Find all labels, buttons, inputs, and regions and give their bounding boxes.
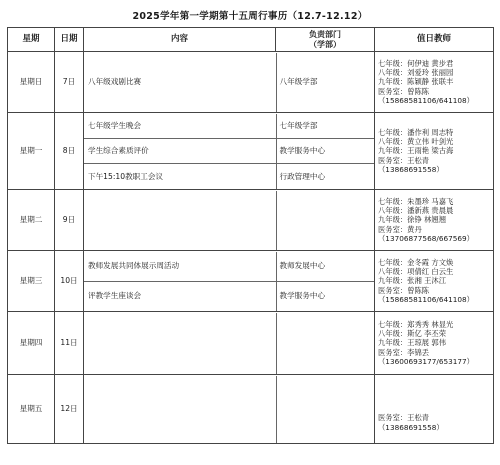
activity-row xyxy=(84,376,375,443)
activities-list xyxy=(84,191,375,250)
header-row xyxy=(8,28,494,52)
activity-row xyxy=(84,252,375,282)
duty-teacher-line xyxy=(378,395,491,404)
duty-teacher-cell xyxy=(375,251,494,312)
activities-cell xyxy=(84,251,375,312)
date-cell: 8日 xyxy=(55,113,84,190)
duty-teacher-line: 医务室：李锦丢 xyxy=(378,347,430,357)
day-cell: 星期五 xyxy=(8,375,55,444)
duty-teacher-line: 医务室：王松青 xyxy=(378,413,430,423)
page-title: 2025学年第一学期第十五周行事历（12.7-12.12） xyxy=(132,11,368,22)
duty-teacher-line: 八年级：斯亿 李丕荣 xyxy=(378,329,446,339)
schedule-row xyxy=(8,375,494,444)
activities-cell xyxy=(84,52,375,113)
activity-dept: 教师发展中心 xyxy=(276,252,375,282)
duty-teacher-line: 七年级：郑秀秀 林显光 xyxy=(378,320,454,330)
schedule-row xyxy=(8,312,494,375)
header-dept xyxy=(276,28,375,52)
activity-dept xyxy=(276,191,375,250)
day-cell: 星期四 xyxy=(8,312,55,375)
activities-cell xyxy=(84,312,375,375)
duty-teacher-cell xyxy=(375,190,494,251)
duty-teacher-cell xyxy=(375,312,494,375)
schedule-row xyxy=(8,52,494,113)
activity-content: 学生综合素质评价 xyxy=(84,138,276,164)
schedule-row xyxy=(8,190,494,251)
duty-teacher-line: 八年级：潘新燕 贵晨晨 xyxy=(378,206,454,216)
schedule-table xyxy=(7,27,494,444)
activity-dept: 行政管理中心 xyxy=(276,164,375,189)
activity-row xyxy=(84,114,375,139)
activity-dept: 教学服务中心 xyxy=(276,281,375,311)
duty-teacher-line: 九年级：徐铮 林翘翘 xyxy=(378,215,446,225)
duty-teacher-line: （13868691558） xyxy=(378,422,444,432)
activity-content: 七年级学生晚会 xyxy=(84,114,276,139)
activity-content: 教师发展共同体展示周活动 xyxy=(84,252,276,282)
activity-row xyxy=(84,313,375,374)
duty-teacher-line: 七年级：金冬霞 方文焕 xyxy=(378,258,454,268)
duty-teacher-line: （13706877568/667569） xyxy=(378,233,474,243)
date-cell: 11日 xyxy=(55,312,84,375)
duty-teacher-line: 七年级：潘作利 周志特 xyxy=(378,128,454,138)
date-cell: 7日 xyxy=(55,52,84,113)
duty-teacher-cell xyxy=(375,113,494,190)
duty-teacher-line: 医务室：王松青 xyxy=(378,155,430,165)
duty-teacher-cell xyxy=(375,375,494,444)
activities-list xyxy=(84,114,375,189)
activity-row xyxy=(84,281,375,311)
activity-content: 八年级戏剧比赛 xyxy=(88,77,142,87)
day-cell: 星期三 xyxy=(8,251,55,312)
schedule-row xyxy=(8,113,494,190)
activities-cell xyxy=(84,375,375,444)
duty-teacher-line: （13868691558） xyxy=(378,164,444,174)
duty-teacher-line: 医务室：黄丹 xyxy=(378,224,422,234)
duty-teacher-line: 医务室：曾陈陈 xyxy=(378,86,430,96)
activities-cell xyxy=(84,190,375,251)
duty-teacher-line: 八年级：项倩红 白云生 xyxy=(378,267,454,277)
header-content: 内容 xyxy=(84,28,276,52)
activity-dept xyxy=(276,313,375,374)
date-cell: 10日 xyxy=(55,251,84,312)
header-day: 星期 xyxy=(8,28,55,52)
activity-row xyxy=(84,138,375,164)
activity-content xyxy=(84,313,276,374)
duty-teacher-line: （13600693177/653177） xyxy=(378,356,474,366)
duty-teacher-line: 八年级：黄立伟 叶剑光 xyxy=(378,137,454,147)
duty-teacher-line: 七年级：何伊迪 黄步君 xyxy=(378,59,454,69)
schedule-body xyxy=(8,52,494,444)
duty-teacher-line: （15868581106/641108） xyxy=(378,95,474,105)
duty-teacher-line xyxy=(378,386,491,395)
duty-teacher-line: 七年级：朱墨珍 马嘉飞 xyxy=(378,197,454,207)
day-cell: 星期日 xyxy=(8,52,55,113)
date-cell: 12日 xyxy=(55,375,84,444)
date-cell: 9日 xyxy=(55,190,84,251)
activities-list xyxy=(84,313,375,374)
duty-teacher-line xyxy=(378,404,491,413)
activity-dept: 教学服务中心 xyxy=(276,138,375,164)
duty-teacher-line: 九年级：王雨艳 梁古海 xyxy=(378,146,454,156)
schedule-row xyxy=(8,251,494,312)
activity-content: 下午15:10教职工会议 xyxy=(88,171,164,181)
duty-teacher-line: 八年级：刘爱玲 张丽园 xyxy=(378,68,454,78)
activity-row xyxy=(84,191,375,250)
duty-teacher-line: （15868581106/641108） xyxy=(378,294,474,304)
activities-list xyxy=(84,376,375,443)
header-date: 日期 xyxy=(55,28,84,52)
activity-dept xyxy=(276,376,375,443)
activities-list xyxy=(84,53,375,112)
activity-row xyxy=(84,164,375,189)
activities-cell xyxy=(84,113,375,190)
activity-dept: 七年级学部 xyxy=(276,114,375,139)
duty-teacher-line: 医务室：曾陈陈 xyxy=(378,285,430,295)
day-cell: 星期一 xyxy=(8,113,55,190)
activity-content: 评教学生座谈会 xyxy=(88,291,142,301)
activity-row xyxy=(84,53,375,112)
day-cell: 星期二 xyxy=(8,190,55,251)
duty-teacher-line: 九年级：张湘 王沐江 xyxy=(378,276,446,286)
activity-dept: 八年级学部 xyxy=(276,53,375,112)
duty-teacher-line: 九年级：陈颖静 张联丰 xyxy=(378,77,454,87)
activity-content xyxy=(84,376,276,443)
header-dept-label: 负责部门 （学部） xyxy=(309,30,341,49)
activities-list xyxy=(84,252,375,311)
duty-teacher-cell xyxy=(375,52,494,113)
activity-content xyxy=(84,191,276,250)
header-teacher: 值日教师 xyxy=(375,28,494,52)
duty-teacher-line: 九年级：王琼展 郭伟 xyxy=(378,338,446,348)
